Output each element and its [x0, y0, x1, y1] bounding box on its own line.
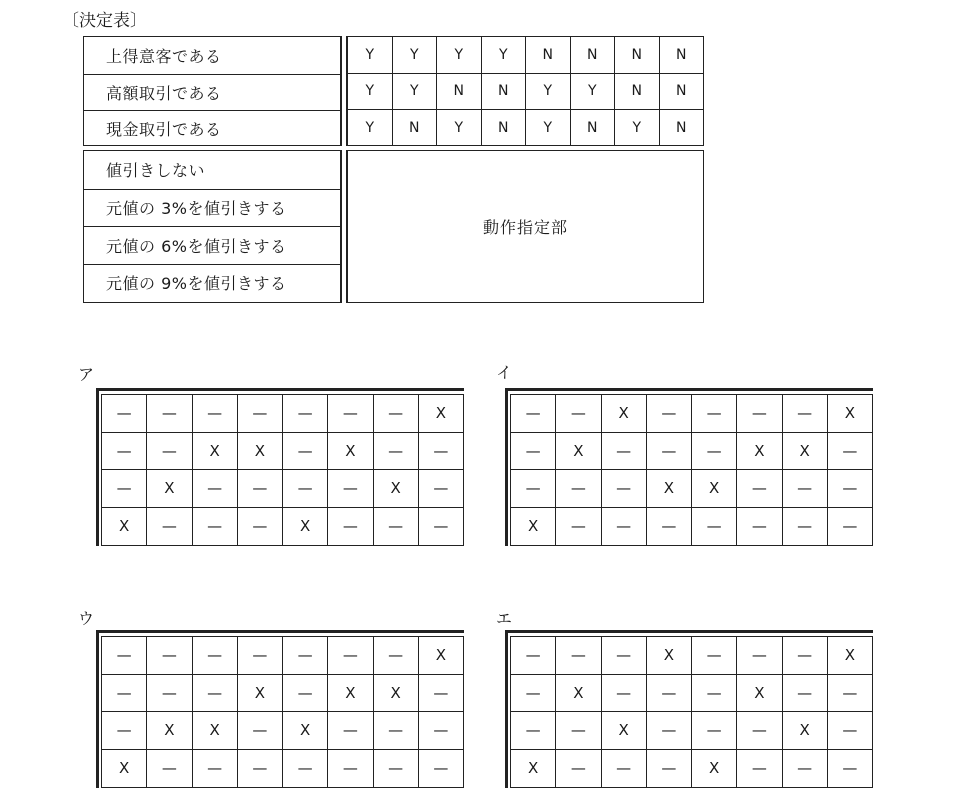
condition-entry-cell: N — [659, 74, 704, 110]
condition-label: 上得意客である — [106, 46, 222, 66]
option-grid-cell: X — [238, 675, 283, 712]
option-grid-cell: — — [419, 470, 464, 507]
option-grid-cell: — — [828, 675, 873, 712]
option-grid-cell: — — [238, 637, 283, 674]
option-label-a: ア — [78, 365, 95, 384]
option-grid-cell: X — [419, 395, 464, 432]
option-grid-cell: — — [692, 637, 737, 674]
option-grid-cell: — — [102, 712, 147, 749]
option-grid-cell: — — [328, 395, 373, 432]
option-grid-cell: X — [238, 433, 283, 470]
condition-entry-cell: N — [481, 74, 526, 110]
option-grid-cell: — — [238, 508, 283, 546]
option-grid-cell: X — [511, 750, 556, 788]
option-grid-cell: X — [783, 433, 828, 470]
option-grid-cell: X — [328, 433, 373, 470]
condition-entry-cell: Y — [525, 74, 570, 110]
option-grid-cell: — — [328, 637, 373, 674]
page-title: 〔決定表〕 — [62, 11, 147, 31]
condition-entry-cell: N — [614, 37, 659, 73]
option-grid-cell: — — [737, 470, 782, 507]
condition-entry-cell: Y — [525, 110, 570, 146]
option-grid-cell: — — [374, 637, 419, 674]
option-grid-row — [102, 433, 464, 471]
option-grid-row — [511, 712, 873, 750]
option-grid-cell: — — [102, 433, 147, 470]
condition-entry-cell: Y — [365, 46, 375, 63]
option-grid-cell: X — [828, 395, 873, 432]
option-grid-cell: — — [193, 750, 238, 788]
option-grid-cell: — — [511, 675, 556, 712]
option-grid-cell: — — [374, 433, 419, 470]
option-grid-row — [102, 508, 464, 546]
option-grid-cell: X — [193, 433, 238, 470]
option-grid-cell: — — [102, 675, 147, 712]
option-grid-cell: X — [647, 470, 692, 507]
option-grid-cell: — — [692, 395, 737, 432]
option-grid-row — [511, 433, 873, 471]
option-grid-cell: — — [419, 675, 464, 712]
option-grid-cell: X — [737, 675, 782, 712]
option-grid-u — [96, 630, 464, 788]
option-grid-cell: X — [737, 433, 782, 470]
option-grid-cell: — — [511, 637, 556, 674]
option-grid-cell: — — [102, 470, 147, 507]
option-grid-cell: — — [828, 712, 873, 749]
condition-entry-cell: Y — [365, 83, 375, 100]
option-grid-cell: — — [828, 750, 873, 788]
action-label: 元値の 3%を値引きする — [84, 189, 340, 227]
condition-entry-cell: N — [570, 37, 615, 73]
option-grid-row — [102, 637, 464, 675]
option-grid-cell: — — [783, 750, 828, 788]
option-grid-cell: — — [556, 470, 601, 507]
option-grid-cell: — — [147, 433, 192, 470]
option-grid-row — [511, 395, 873, 433]
option-grid-cell: — — [647, 508, 692, 546]
option-grid-cell: X — [147, 712, 192, 749]
option-grid-cell: — — [419, 433, 464, 470]
option-grid-cell: X — [828, 637, 873, 674]
option-grid-cell: — — [783, 395, 828, 432]
option-grid-cell: X — [147, 470, 192, 507]
option-grid-row — [102, 395, 464, 433]
condition-entry-cell: N — [481, 110, 526, 146]
option-grid-cell: — — [283, 637, 328, 674]
option-grid-cell: — — [647, 433, 692, 470]
option-grid-cell: — — [828, 470, 873, 507]
option-grid-cell: — — [419, 712, 464, 749]
option-grid-cell: — — [692, 712, 737, 749]
option-grid-cell: — — [238, 750, 283, 788]
option-grid-cell: X — [783, 712, 828, 749]
option-grid-cell: — — [828, 433, 873, 470]
condition-entry-cell: Y — [481, 37, 526, 73]
option-grid-row — [511, 470, 873, 508]
option-grid-cell: X — [511, 508, 556, 546]
condition-label: 現金取引である — [84, 110, 340, 147]
option-grid-cell: — — [374, 750, 419, 788]
option-grid-cell: — — [602, 470, 647, 507]
condition-entry-cell: N — [392, 110, 437, 146]
option-grid-cell: X — [283, 508, 328, 546]
condition-entry-cell: N — [614, 74, 659, 110]
option-grid-cell: — — [328, 750, 373, 788]
option-grid-cell: — — [193, 675, 238, 712]
option-grid-cell: — — [511, 712, 556, 749]
option-grid-cell: — — [602, 433, 647, 470]
option-grid-e — [505, 630, 873, 788]
option-grid-cell: — — [147, 675, 192, 712]
option-grid-cell: — — [737, 712, 782, 749]
action-label: 元値の 9%を値引きする — [84, 264, 340, 302]
option-grid-cell: — — [602, 750, 647, 788]
option-grid-cell: — — [102, 395, 147, 432]
option-grid-cell: X — [102, 750, 147, 788]
option-grid-cell: — — [419, 508, 464, 546]
option-grid-cell: — — [647, 395, 692, 432]
option-grid-cell: X — [283, 712, 328, 749]
option-grid-cell: — — [556, 395, 601, 432]
option-grid-cell: — — [511, 395, 556, 432]
option-grid-cell: — — [193, 470, 238, 507]
option-grid-row — [511, 508, 873, 546]
option-grid-cell: X — [102, 508, 147, 546]
option-grid-row — [511, 637, 873, 675]
condition-entry-cell: Y — [365, 119, 375, 136]
option-grid-cell: — — [147, 508, 192, 546]
option-grid-cell: — — [737, 637, 782, 674]
option-grid-cell: X — [556, 675, 601, 712]
action-area-label: 動作指定部 — [482, 218, 568, 237]
option-grid-cell: — — [283, 675, 328, 712]
option-grid-row — [102, 675, 464, 713]
option-grid-cell: X — [647, 637, 692, 674]
option-grid-cell: — — [374, 508, 419, 546]
option-grid-cell: X — [602, 712, 647, 749]
condition-section — [83, 36, 704, 146]
condition-entry-cell: N — [570, 110, 615, 146]
option-grid-cell: — — [328, 508, 373, 546]
condition-entry-cell: N — [659, 110, 704, 146]
option-grid-cell: X — [193, 712, 238, 749]
option-grid-cell: — — [602, 675, 647, 712]
option-grid-cell: — — [238, 470, 283, 507]
option-grid-cell: — — [602, 637, 647, 674]
option-grid-cell: — — [193, 637, 238, 674]
option-grid-cell: — — [783, 470, 828, 507]
condition-entry-cell: Y — [570, 74, 615, 110]
condition-entry-row — [348, 37, 703, 73]
condition-entry-row — [348, 109, 703, 146]
action-label: 値引きしない — [106, 161, 206, 181]
option-grid-cell: — — [556, 508, 601, 546]
option-grid-cell: — — [511, 433, 556, 470]
option-grid-row — [102, 470, 464, 508]
option-grid-cell: — — [783, 508, 828, 546]
option-grid-cell: X — [556, 433, 601, 470]
option-grid-cell: — — [193, 395, 238, 432]
option-grid-cell: — — [238, 395, 283, 432]
condition-entries — [347, 36, 704, 146]
condition-entry-cell: N — [525, 37, 570, 73]
option-grid-cell: — — [737, 508, 782, 546]
condition-entry-cell: Y — [614, 110, 659, 146]
option-label-e: エ — [496, 609, 513, 628]
option-grid-cell: — — [828, 508, 873, 546]
option-grid-cell: — — [328, 712, 373, 749]
option-grid-cell: — — [556, 637, 601, 674]
condition-entry-cell: Y — [392, 74, 437, 110]
option-grid-cell: — — [602, 508, 647, 546]
option-grid-cell: — — [556, 712, 601, 749]
option-grid-cell: — — [647, 750, 692, 788]
option-grid-cell: — — [283, 433, 328, 470]
option-grid-cell: — — [238, 712, 283, 749]
option-grid-cell: — — [102, 637, 147, 674]
option-grid-cell: — — [328, 470, 373, 507]
option-grid-cell: — — [193, 508, 238, 546]
action-label: 元値の 6%を値引きする — [84, 226, 340, 264]
option-grid-cell: — — [283, 750, 328, 788]
option-grid-cell: X — [602, 395, 647, 432]
option-grid-cell: — — [283, 395, 328, 432]
condition-entry-cell: N — [436, 74, 481, 110]
option-grid-row — [511, 675, 873, 713]
option-grid-cell: — — [374, 712, 419, 749]
condition-entry-cell: Y — [392, 37, 437, 73]
condition-label: 高額取引である — [84, 74, 340, 111]
action-entries — [347, 150, 704, 303]
option-grid-row — [102, 750, 464, 788]
action-stub — [83, 150, 341, 303]
option-grid-cell: — — [737, 750, 782, 788]
option-grid-cell: X — [374, 470, 419, 507]
option-grid-a — [96, 388, 464, 546]
option-grid-cell: — — [647, 675, 692, 712]
option-grid-cell: X — [374, 675, 419, 712]
option-grid-i — [505, 388, 873, 546]
option-grid-row — [102, 712, 464, 750]
option-label-u: ウ — [78, 609, 95, 628]
action-section — [83, 150, 704, 303]
option-grid-cell: — — [511, 470, 556, 507]
option-grid-cell: — — [692, 675, 737, 712]
option-grid-cell: X — [328, 675, 373, 712]
condition-entry-row — [348, 73, 703, 110]
option-grid-cell: X — [692, 750, 737, 788]
condition-entry-cell: N — [659, 37, 704, 73]
option-grid-cell: — — [147, 637, 192, 674]
condition-entry-cell: Y — [436, 110, 481, 146]
option-label-i: イ — [496, 363, 513, 382]
option-grid-cell: — — [374, 395, 419, 432]
option-grid-cell: — — [419, 750, 464, 788]
option-grid-cell: — — [147, 395, 192, 432]
option-grid-cell: — — [692, 508, 737, 546]
condition-stub — [83, 36, 341, 146]
option-grid-row — [511, 750, 873, 788]
option-grid-cell: — — [147, 750, 192, 788]
option-grid-cell: — — [783, 637, 828, 674]
option-grid-cell: X — [419, 637, 464, 674]
condition-entry-cell: Y — [436, 37, 481, 73]
option-grid-cell: — — [556, 750, 601, 788]
option-grid-cell: — — [283, 470, 328, 507]
option-grid-cell: X — [692, 470, 737, 507]
option-grid-cell: — — [783, 675, 828, 712]
option-grid-cell: — — [647, 712, 692, 749]
option-grid-cell: — — [737, 395, 782, 432]
option-grid-cell: — — [692, 433, 737, 470]
